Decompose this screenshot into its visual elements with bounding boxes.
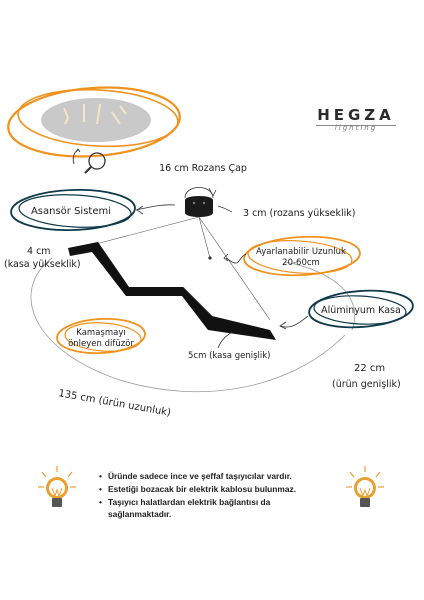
note-item: • Üründe sadece ince ve şeffaf taşıyıcılar vardır. (98, 470, 334, 482)
canopy-rozans (185, 188, 232, 218)
ayarlanabilir-label: Ayarlanabilir Uzunluk (256, 247, 346, 257)
lightbulb-icon (346, 466, 384, 507)
aluminyum-label: Alüminyum Kasa (321, 305, 401, 316)
difuzor-label: Kamaşmayı (76, 328, 126, 338)
lamp-photo (41, 98, 151, 142)
wire-clip (208, 256, 211, 259)
difuzor-sublabel: önleyen difüzör (68, 339, 134, 349)
feature-notes (98, 470, 334, 521)
note-item: • Estetiği bozacak bir elektrik kablosu bulunmaz. (98, 483, 334, 495)
kasa-height-sublabel: (kasa yükseklik) (4, 259, 81, 270)
urun-width-sublabel: (ürün genişlik) (332, 379, 401, 390)
kasa-width-label: 5cm (kasa genişlik) (188, 351, 271, 361)
asansor-label: Asansör Sistemi (30, 206, 112, 217)
brand-logo (308, 106, 404, 132)
magnifier-icon (73, 149, 105, 173)
lightbulb-icon (38, 466, 76, 507)
urun-length-label: 135 cm (ürün uzunluk) (57, 388, 172, 419)
kasa-width-pointer (218, 332, 232, 348)
brand-name: HEGZA (317, 106, 395, 124)
suspension-wires (96, 217, 270, 320)
rozans-cap-label: 16 cm Rozans Çap (159, 163, 247, 174)
rozans-height-label: 3 cm (rozans yükseklik) (243, 208, 356, 219)
brand-tagline: lighting (334, 124, 378, 132)
lamp-photo-oval (6, 82, 182, 162)
kasa-height-label: 4 cm (27, 246, 51, 257)
note-item: • Taşıyıcı halatlardan elektrik bağlantısı da sağlanmaktadır. (98, 496, 334, 520)
ayarlanabilir-value: 20-60cm (282, 258, 320, 268)
urun-width-label: 22 cm (354, 363, 386, 374)
